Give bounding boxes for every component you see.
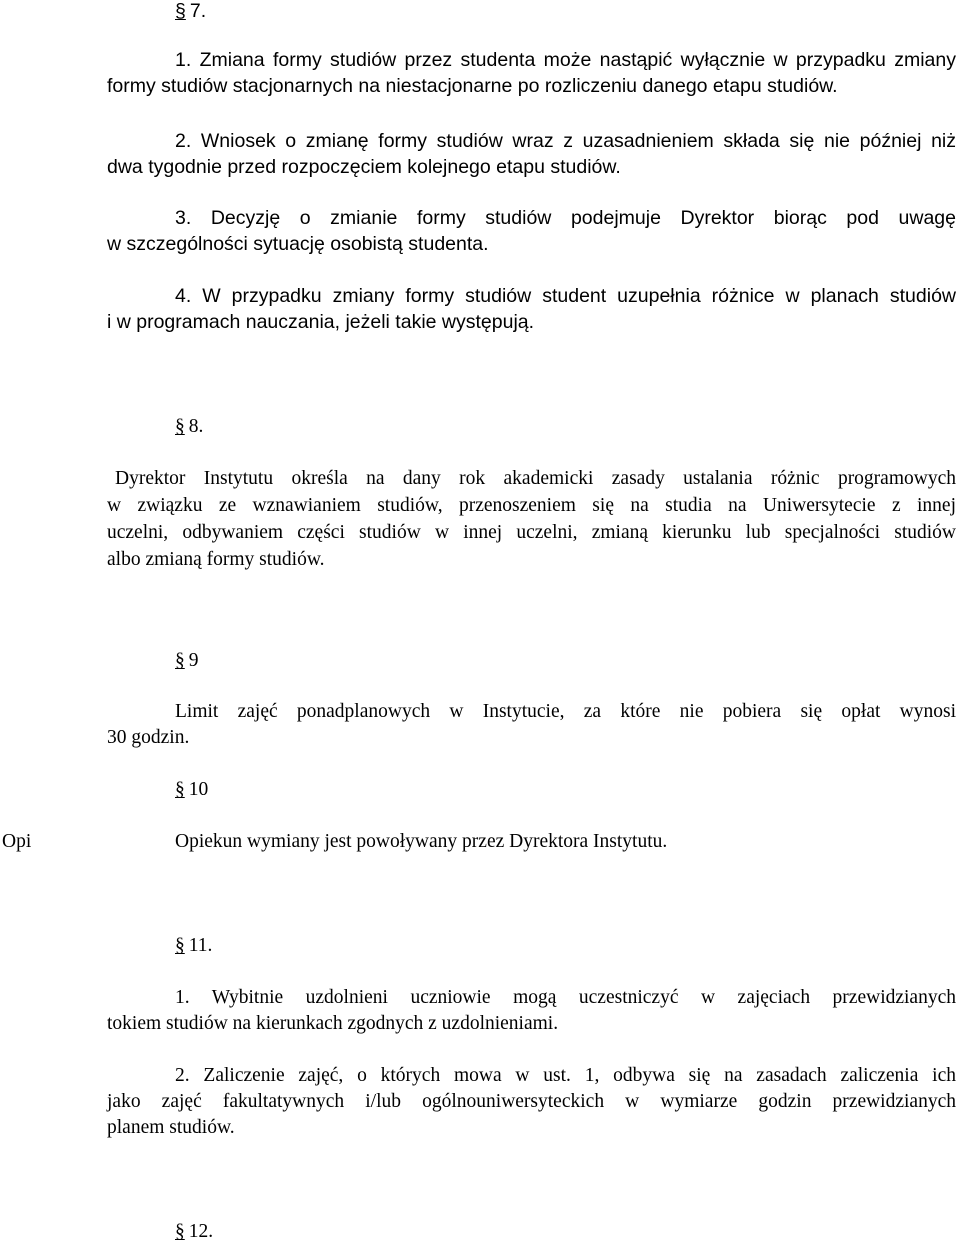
paragraph-line: 30 godzin. xyxy=(107,727,190,748)
paragraph-line: w szczególności sytuację osobistą studenta. xyxy=(107,233,489,255)
section-number: 12. xyxy=(188,1221,214,1242)
section-number: 10 xyxy=(188,779,209,800)
paragraph-line: planem studiów. xyxy=(107,1117,235,1138)
section-sign: § xyxy=(175,935,185,956)
paragraph-line: formy studiów stacjonarnych na niestacjonarne po rozliczeniu danego etapu studiów. xyxy=(107,75,838,97)
section-sign: § xyxy=(175,416,185,437)
section-11-paragraph-2 xyxy=(107,1063,956,1141)
section-9-heading xyxy=(175,648,199,674)
paragraph-line: dwa tygodnie przed rozpoczęciem kolejnego etapu studiów. xyxy=(107,156,621,178)
paragraph-line: uczelni, odbywaniem części studiów w innej uczelni, zmianą kierunku lub specjalności studiów xyxy=(107,522,956,543)
section-sign: § xyxy=(175,650,185,671)
section-7-paragraph-1 xyxy=(107,47,956,99)
section-number: 11. xyxy=(188,935,213,956)
section-sign: § xyxy=(175,0,186,22)
paragraph-line: 4. W przypadku zmiany formy studiów student uzupełnia różnice w planach studiów xyxy=(175,285,956,307)
paragraph-line: tokiem studiów na kierunkach zgodnych z uzdolnieniami. xyxy=(107,1013,559,1034)
paragraph-line: 1. Wybitnie uzdolnieni uczniowie mogą uczestniczyć w zajęciach przewidzianych xyxy=(175,987,956,1008)
section-10-heading xyxy=(175,777,208,803)
paragraph-line: i w programach nauczania, jeżeli takie występują. xyxy=(107,311,535,333)
section-number: 9 xyxy=(188,650,199,671)
section-7-paragraph-4 xyxy=(107,283,956,335)
margin-fragment: Opi xyxy=(2,831,32,852)
paragraph-line: 2. Zaliczenie zajęć, o których mowa w ust. 1, odbywa się na zasadach zaliczenia ich xyxy=(175,1065,956,1086)
section-12-heading xyxy=(175,1219,213,1245)
section-number: 7. xyxy=(189,0,207,22)
section-7-paragraph-2 xyxy=(107,128,956,180)
section-11-paragraph-1 xyxy=(107,985,956,1037)
paragraph-line: albo zmianą formy studiów. xyxy=(107,549,325,570)
section-8-heading xyxy=(175,414,203,440)
section-11-heading xyxy=(175,933,212,959)
paragraph-line: 2. Wniosek o zmianę formy studiów wraz z uzasadnieniem składa się nie później niż xyxy=(175,130,956,152)
section-sign: § xyxy=(175,1221,185,1242)
section-9-paragraph-1 xyxy=(107,699,956,751)
paragraph-line: Dyrektor Instytutu określa na dany rok akademicki zasady ustalania różnic programowych xyxy=(115,468,956,489)
section-10-paragraph-1: Opiekun wymiany jest powoływany przez Dyrektora Instytutu. xyxy=(175,831,668,852)
paragraph-line: 3. Decyzję o zmianie formy studiów podejmuje Dyrektor biorąc pod uwagę xyxy=(175,207,956,229)
section-sign: § xyxy=(175,779,185,800)
section-7-paragraph-3 xyxy=(107,205,956,257)
section-8-paragraph-1 xyxy=(107,465,956,573)
paragraph-line: jako zajęć fakultatywnych i/lub ogólnouniwersyteckich w wymiarze godzin przewidzianych xyxy=(107,1091,956,1112)
section-number: 8. xyxy=(188,416,204,437)
paragraph-line: 1. Zmiana formy studiów przez studenta może nastąpić wyłącznie w przypadku zmiany xyxy=(175,49,956,71)
paragraph-line: Limit zajęć ponadplanowych w Instytucie, za które nie pobiera się opłat wynosi xyxy=(175,701,956,722)
paragraph-line: w związku ze wznawianiem studiów, przenoszeniem się na studia na Uniwersytecie z innej xyxy=(107,495,956,516)
section-7-heading xyxy=(175,0,206,24)
